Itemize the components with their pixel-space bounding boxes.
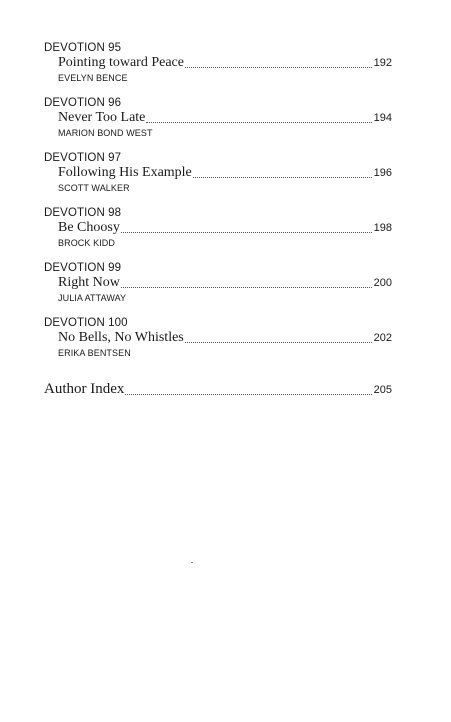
toc-title-row[interactable] — [58, 110, 392, 126]
page-number: 194 — [373, 112, 392, 124]
devotion-heading: DEVOTION 98 — [44, 207, 122, 219]
page-number: 196 — [373, 167, 392, 179]
paper-speck — [191, 562, 193, 563]
page-number: 200 — [373, 277, 392, 289]
devotion-title[interactable]: Pointing toward Peace — [58, 55, 184, 70]
devotion-heading: DEVOTION 95 — [44, 42, 122, 54]
devotion-author: EVELYN BENCE — [58, 73, 128, 83]
toc-entry-devotion-100 — [44, 317, 392, 359]
author-index-title[interactable]: Author Index — [44, 381, 125, 397]
devotion-title[interactable]: Be Choosy — [58, 220, 120, 235]
toc-entry-devotion-98 — [44, 207, 392, 249]
devotion-heading: DEVOTION 97 — [44, 152, 122, 164]
toc-entry-devotion-96 — [44, 97, 392, 139]
toc-title-row[interactable] — [58, 330, 392, 346]
devotion-author: ERIKA BENTSEN — [58, 348, 131, 358]
devotion-author: BROCK KIDD — [58, 238, 116, 248]
devotion-title[interactable]: No Bells, No Whistles — [58, 330, 184, 345]
page-number: 198 — [373, 222, 392, 234]
devotion-author: MARION BOND WEST — [58, 128, 153, 138]
devotion-title[interactable]: Right Now — [58, 275, 120, 290]
page-number: 192 — [373, 57, 392, 69]
toc-author-index-row[interactable] — [44, 380, 392, 398]
devotion-title[interactable]: Never Too Late — [58, 110, 146, 125]
toc-entry-devotion-95 — [44, 42, 392, 84]
toc-title-row[interactable] — [58, 220, 392, 236]
toc-entry-devotion-99 — [44, 262, 392, 304]
devotion-title[interactable]: Following His Example — [58, 165, 192, 180]
devotion-heading: DEVOTION 96 — [44, 97, 122, 109]
dot-leader — [121, 287, 372, 288]
page-number: 205 — [373, 384, 392, 396]
dot-leader — [185, 67, 372, 68]
devotion-author: JULIA ATTAWAY — [58, 293, 127, 303]
page-number: 202 — [373, 332, 392, 344]
toc-entry-devotion-97 — [44, 152, 392, 194]
toc-title-row[interactable] — [58, 165, 392, 181]
dot-leader — [146, 122, 371, 123]
toc-title-row[interactable] — [58, 55, 392, 71]
dot-leader — [185, 342, 372, 343]
devotion-author: SCOTT WALKER — [58, 183, 130, 193]
dot-leader — [193, 177, 372, 178]
toc-title-row[interactable] — [58, 275, 392, 291]
dot-leader — [125, 394, 371, 395]
dot-leader — [121, 232, 372, 233]
devotion-heading: DEVOTION 100 — [44, 317, 128, 329]
devotion-heading: DEVOTION 99 — [44, 262, 122, 274]
